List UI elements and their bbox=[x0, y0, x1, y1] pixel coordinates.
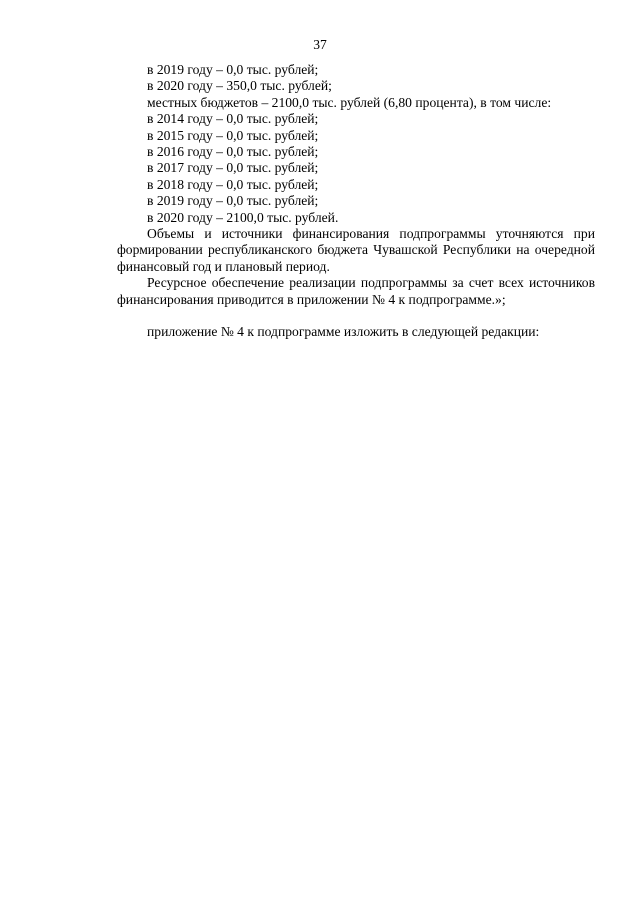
paragraph-resource-support: Ресурсное обеспечение реализации подпрограммы за счет всех источников финансирования приводится в приложении № 4 к подпрограмме.»; bbox=[117, 275, 595, 307]
paragraph-spacer bbox=[117, 308, 595, 324]
funding-line-2020-republican: в 2020 году – 350,0 тыс. рублей; bbox=[147, 78, 332, 94]
funding-line-2014-local: в 2014 году – 0,0 тыс. рублей; bbox=[147, 111, 319, 127]
funding-line-2017-local: в 2017 году – 0,0 тыс. рублей; bbox=[147, 160, 319, 176]
paragraph-appendix-instruction: приложение № 4 к подпрограмме изложить в следующей редакции: bbox=[147, 324, 540, 340]
page-number: 37 bbox=[313, 37, 327, 52]
funding-line-2015-local: в 2015 году – 0,0 тыс. рублей; bbox=[147, 127, 319, 143]
funding-line-2020-local: в 2020 году – 2100,0 тыс. рублей. bbox=[147, 209, 339, 225]
funding-line-2018-local: в 2018 году – 0,0 тыс. рублей; bbox=[147, 176, 319, 192]
funding-line-2019-republican: в 2019 году – 0,0 тыс. рублей; bbox=[147, 62, 319, 77]
local-budgets-total-line: местных бюджетов – 2100,0 тыс. рублей (6,80 процента), в том числе: bbox=[147, 94, 552, 110]
document-body bbox=[117, 62, 595, 341]
paragraph-funding-volumes: Объемы и источники финансирования подпрограммы уточняются при формировании республиканского бюджета Чувашской Республики на очередной финансовый год и плановый период. bbox=[117, 226, 595, 274]
funding-line-2019-local: в 2019 году – 0,0 тыс. рублей; bbox=[147, 193, 319, 209]
funding-line-2016-local: в 2016 году – 0,0 тыс. рублей; bbox=[147, 144, 319, 160]
